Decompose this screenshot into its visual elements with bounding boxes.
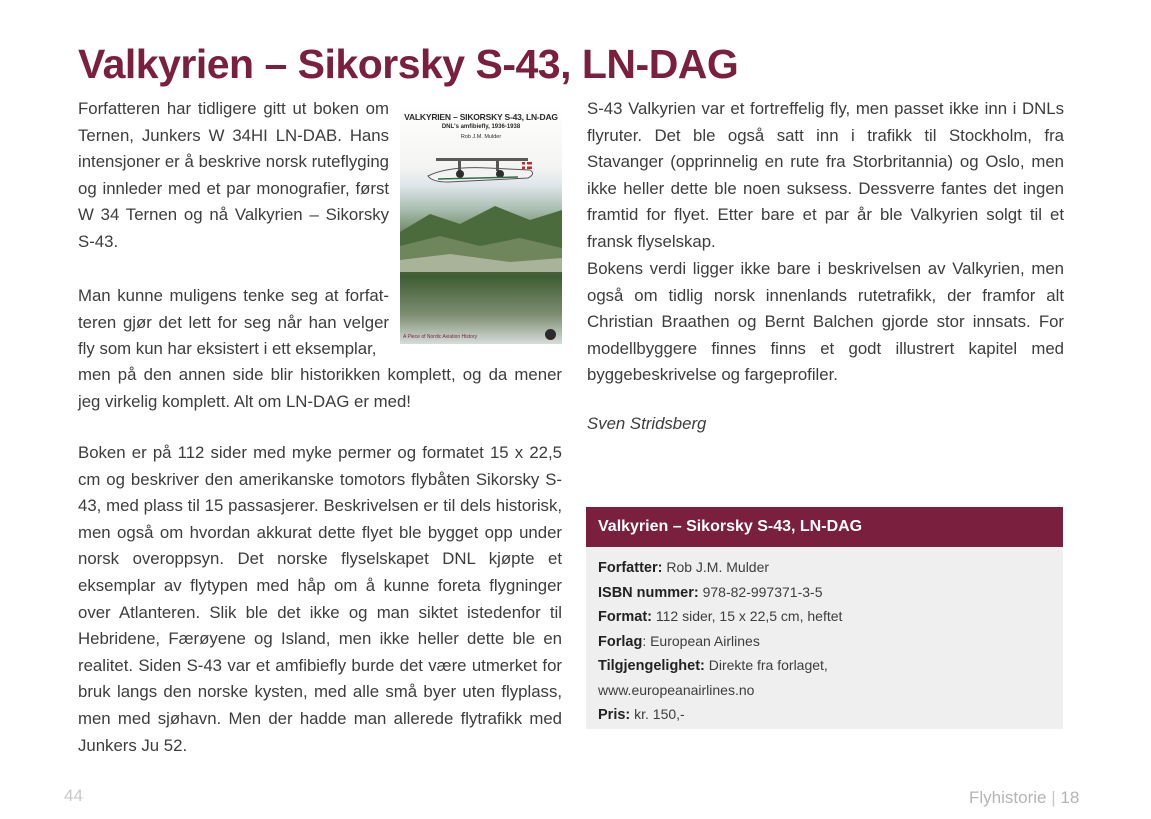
- info-row-publisher: Forlag: European Airlines: [598, 632, 760, 650]
- cover-title: VALKYRIEN – SIKORSKY S-43, LN-DAG: [404, 112, 558, 122]
- paragraph-col2-second: Bokens verdi ligger ikke bare i beskrivelsen av Valkyrien, men også om tidlig norsk innenlands rutetrafikk, der framfor alt Christian Braathen og Bernt Balchen gjorde stor innsats. For modellbyggere finnes finns et godt illustrert kapitel med byggebeskrivelse og fargeprofiler.: [587, 259, 1064, 385]
- magazine-name: Flyhistorie: [969, 788, 1047, 807]
- issue-number: 18: [1060, 788, 1080, 807]
- paragraph-intro: Forfatteren har tidligere gitt ut boken om Ternen, Junkers W 34HI LN-DAB. Hans intensjoner er å beskrive norsk ruteflyging og innleder med et par monografier, først W 34 Ternen og nå Valkyrien – Sikorsky S-43.: [78, 99, 389, 251]
- info-row-format: Format: 112 sider, 15 x 22,5 cm, heftet: [598, 608, 843, 625]
- review-author: Sven Stridsberg: [587, 414, 707, 433]
- seaplane-icon: [418, 152, 544, 192]
- cover-author: Rob J.M. Mulder: [460, 134, 502, 140]
- landscape-icon: [400, 202, 562, 272]
- book-info-box: [586, 507, 1063, 729]
- magazine-footer: Flyhistorie | 18: [969, 788, 1080, 807]
- info-row-isbn: ISBN nummer: 978-82-997371-3-5: [598, 583, 823, 601]
- page-number: 44: [64, 786, 83, 805]
- info-row-author: Forfatter: Rob J.M. Mulder: [598, 559, 770, 576]
- info-row-price: Pris: kr. 150,-: [598, 706, 685, 723]
- cover-footer: A Piece of Nordic Aviation History: [403, 334, 478, 340]
- info-row-availability: Tilgjengelighet: Direkte fra forlaget,: [598, 657, 828, 674]
- paragraph-second-lead: Man kunne muligens tenke seg at forfatteren gjør det lett for seg når han velger fly som kun har eksistert i ett eksemplar,: [78, 286, 389, 359]
- info-row-website: www.europeanairlines.no: [598, 681, 755, 698]
- publisher-logo: [545, 329, 556, 340]
- info-box-header: Valkyrien – Sikorsky S-43, LN-DAG: [586, 507, 1063, 547]
- book-cover-image: [400, 104, 562, 344]
- page-title: Valkyrien – Sikorsky S-43, LN-DAG: [78, 41, 739, 88]
- paragraph-book-details: Boken er på 112 sider med myke permer og formatet 15 x 22,5 cm og beskriver den amerikanske tomotors flybåten Sikorsky S-43, med plass til 15 passasjerer. Beskrivelsen er til dels historisk, men også om hvordan akkurat dette flyet ble bygget opp under norsk overoppsyn. Det norske flyselskapet DNL kjøpte et eksemplar av flytypen med håp om å kunne foreta flygninger over Atlanteren. Slik ble det ikke og man siktet istedenfor til Hebridene, Færøyene og Island, men ikke heller dette ble en realitet. Siden S-43 var et amfibiefly burde det være utmerket for bruk langs den norske kysten, med alle små byer uten flyplass, men med sjøhavn. Men der hadde man allerede flytrafikk med Junkers Ju 52.: [78, 443, 562, 755]
- cover-subtitle: DNL's amfibiefly, 1936-1938: [441, 124, 521, 130]
- paragraph-second-rest: men på den annen side blir historikken komplett, og da mener jeg virkelig komplett. Alt om LN-DAG er med!: [78, 365, 562, 411]
- paragraph-col2-first: S-43 Valkyrien var et fortreffelig fly, men passet ikke inn i DNLs flyruter. Det ble også satt inn i trafikk til Stockholm, fra Stavanger (opprinnelig en rute fra Storbritannia) og Oslo, men ikke heller dette ble noen suksess. Dessverre fantes det ingen framtid for flyet. Etter bare et par år ble Valkyrien solgt til et fransk flyselskap.: [587, 99, 1064, 251]
